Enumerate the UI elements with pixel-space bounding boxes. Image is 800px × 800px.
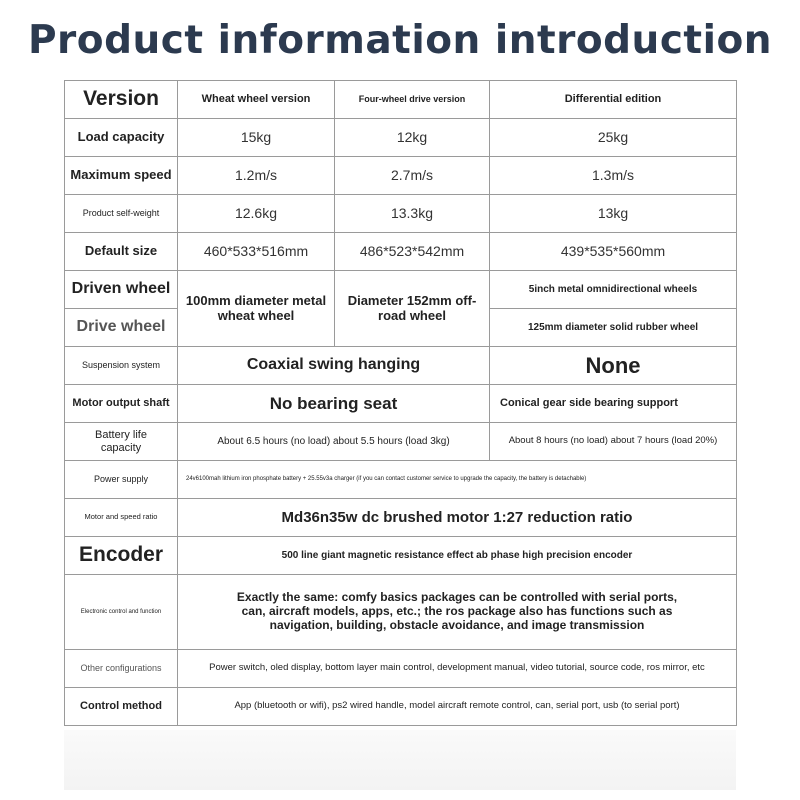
cell-value: 1.3m/s (490, 157, 737, 195)
row-label: Other configurations (65, 650, 178, 688)
table-row (65, 119, 737, 157)
cell-value: Md36n35w dc brushed motor 1:27 reduction ratio (178, 499, 737, 537)
cell-value: 1.2m/s (178, 157, 335, 195)
row-label: Maximum speed (65, 157, 178, 195)
table-row (65, 499, 737, 537)
cell-value: 439*535*560mm (490, 233, 737, 271)
bottom-fade (64, 730, 736, 790)
table-row (65, 347, 737, 385)
cell-value: App (bluetooth or wifi), ps2 wired handle, model aircraft remote control, can, serial port, usb (to serial port) (178, 688, 737, 726)
table-row (65, 271, 737, 309)
row-label: Suspension system (65, 347, 178, 385)
row-label: Encoder (65, 537, 178, 575)
cell-value: Conical gear side bearing support (490, 385, 737, 423)
row-label: Default size (65, 233, 178, 271)
cell-value: 460*533*516mm (178, 233, 335, 271)
cell-value: About 8 hours (no load) about 7 hours (load 20%) (490, 423, 737, 461)
table-row (65, 688, 737, 726)
cell-value: 125mm diameter solid rubber wheel (490, 309, 737, 347)
row-label: Power supply (65, 461, 178, 499)
cell-value: Coaxial swing hanging (178, 347, 490, 385)
cell-value: 13kg (490, 195, 737, 233)
table-row (65, 157, 737, 195)
table-row (65, 385, 737, 423)
spec-table (64, 80, 737, 726)
table-row (65, 461, 737, 499)
row-label: Drive wheel (65, 309, 178, 347)
table-row (65, 233, 737, 271)
header-version: Version (65, 81, 178, 119)
cell-value: 25kg (490, 119, 737, 157)
header-wheat-wheel: Wheat wheel version (178, 81, 335, 119)
cell-value: 5inch metal omnidirectional wheels (490, 271, 737, 309)
header-differential: Differential edition (490, 81, 737, 119)
cell-value: 100mm diameter metal wheat wheel (178, 271, 335, 347)
cell-value: 2.7m/s (335, 157, 490, 195)
table-row (65, 423, 737, 461)
cell-value: Exactly the same: comfy basics packages can be controlled with serial ports, can, aircraft models, apps, etc.; the ros package also has functions such as navigation, building, obstacle avoidance, and image transmission (178, 575, 737, 650)
cell-value: No bearing seat (178, 385, 490, 423)
table-row (65, 81, 737, 119)
table-row (65, 195, 737, 233)
cell-value: Diameter 152mm off-road wheel (335, 271, 490, 347)
cell-value: 486*523*542mm (335, 233, 490, 271)
table-row (65, 575, 737, 650)
table-row (65, 650, 737, 688)
row-label: Product self-weight (65, 195, 178, 233)
cell-value: Power switch, oled display, bottom layer main control, development manual, video tutorial, source code, ros mirror, etc (178, 650, 737, 688)
cell-value: 13.3kg (335, 195, 490, 233)
row-label: Electronic control and function (65, 575, 178, 650)
cell-value: 500 line giant magnetic resistance effect ab phase high precision encoder (178, 537, 737, 575)
row-label: Motor output shaft (65, 385, 178, 423)
cell-value: 15kg (178, 119, 335, 157)
page-title: Product information introduction (27, 18, 773, 63)
cell-value: 12.6kg (178, 195, 335, 233)
row-label: Motor and speed ratio (65, 499, 178, 537)
cell-value: About 6.5 hours (no load) about 5.5 hours (load 3kg) (178, 423, 490, 461)
row-label: Load capacity (65, 119, 178, 157)
table-row (65, 537, 737, 575)
row-label: Control method (65, 688, 178, 726)
cell-value: None (490, 347, 737, 385)
header-four-wheel: Four-wheel drive version (335, 81, 490, 119)
cell-value: 24v6100mah lithium iron phosphate battery + 25.55v3a charger (if you can contact customer service to upgrade the capacity, the battery is detachable) (178, 461, 737, 499)
cell-value: 12kg (335, 119, 490, 157)
row-label: Battery life capacity (65, 423, 178, 461)
row-label: Driven wheel (65, 271, 178, 309)
